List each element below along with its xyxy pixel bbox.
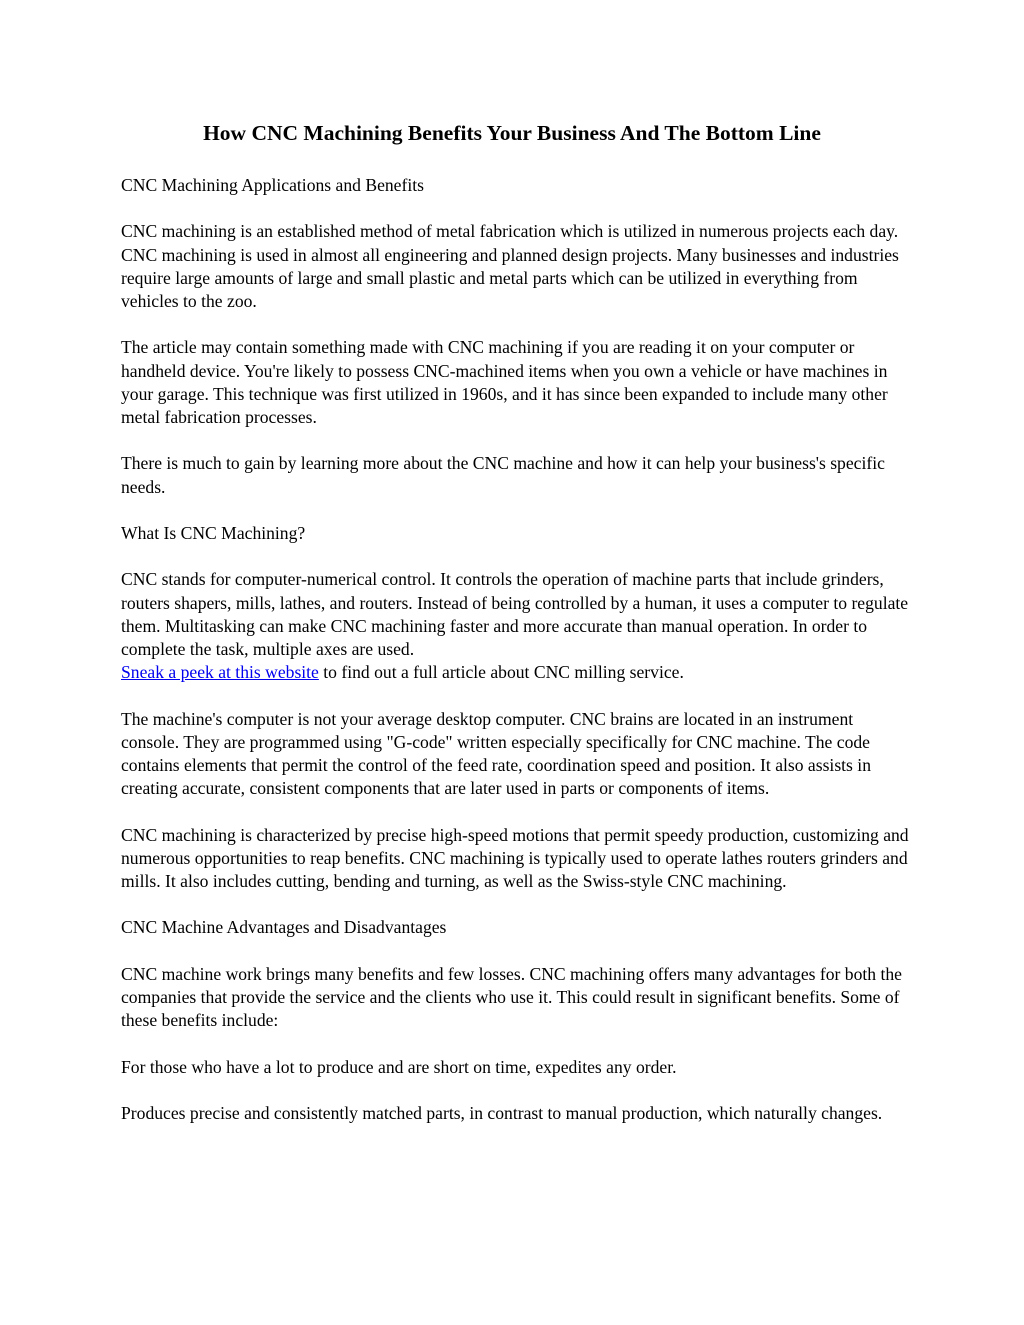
paragraph-article: The article may contain something made with CNC machining if you are reading it on your computer or handheld device. You're likely to possess CNC-machined items when you own a vehicle or have machines in your garage. This technique was first utilized in 1960s, and it has since been expanded to include many other metal fabrication processes. [121, 337, 888, 427]
document-title: How CNC Machining Benefits Your Business And The Bottom Line [203, 121, 821, 145]
section-heading-advantages: CNC Machine Advantages and Disadvantages [121, 917, 447, 938]
paragraph-computer: The machine's computer is not your average desktop computer. CNC brains are located in an instrument console. They are programmed using "G-code" written especially specifically for CNC machine. The code contains elements that permit the control of the feed rate, coordination speed and position. It also assists in creating accurate, consistent components that are later used in parts or components of items. [121, 708, 871, 799]
website-link[interactable]: Sneak a peek at this website [121, 662, 319, 683]
paragraph-precise: Produces precise and consistently matched parts, in contrast to manual production, which naturally changes. [121, 1102, 883, 1123]
section-heading-what-is: What Is CNC Machining? [121, 522, 306, 543]
paragraph-gain: There is much to gain by learning more about the CNC machine and how it can help your business's specific needs. [121, 453, 885, 497]
paragraph-cnc-definition-text: CNC stands for computer-numerical control. It controls the operation of machine parts that include grinders, routers shapers, mills, lathes, and routers. Instead of being controlled by a human, it uses a computer to regulate them. Multitasking can make CNC machining faster and more accurate than manual operation. In order to complete the task, multiple axes are used. [121, 569, 909, 659]
section-heading-applications: CNC Machining Applications and Benefits [121, 175, 424, 195]
document-page [121, 118, 911, 1148]
paragraph-intro: CNC machining is an established method of metal fabrication which is utilized in numerous projects each day. CNC machining is used in almost all engineering and planned design projects. Many businesses and industries require large amounts of large and small plastic and metal parts which can be utilized in everything from vehicles to the zoo. [121, 221, 899, 311]
paragraph-characterized: CNC machining is characterized by precise high-speed motions that permit speedy production, customizing and numerous opportunities to reap benefits. CNC machining is typically used to operate lathes routers grinders and mills. It also includes cutting, bending and turning, as well as the Swiss-style CNC machining. [121, 824, 909, 891]
paragraph-benefits: CNC machine work brings many benefits and few losses. CNC machining offers many advantages for both the companies that provide the service and the clients who use it. This could result in significant benefits. Some of these benefits include: [121, 963, 902, 1031]
paragraph-expedites: For those who have a lot to produce and are short on time, expedites any order. [121, 1056, 677, 1077]
paragraph-cnc-definition [121, 568, 911, 684]
link-suffix-text: to find out a full article about CNC milling service. [318, 662, 684, 683]
